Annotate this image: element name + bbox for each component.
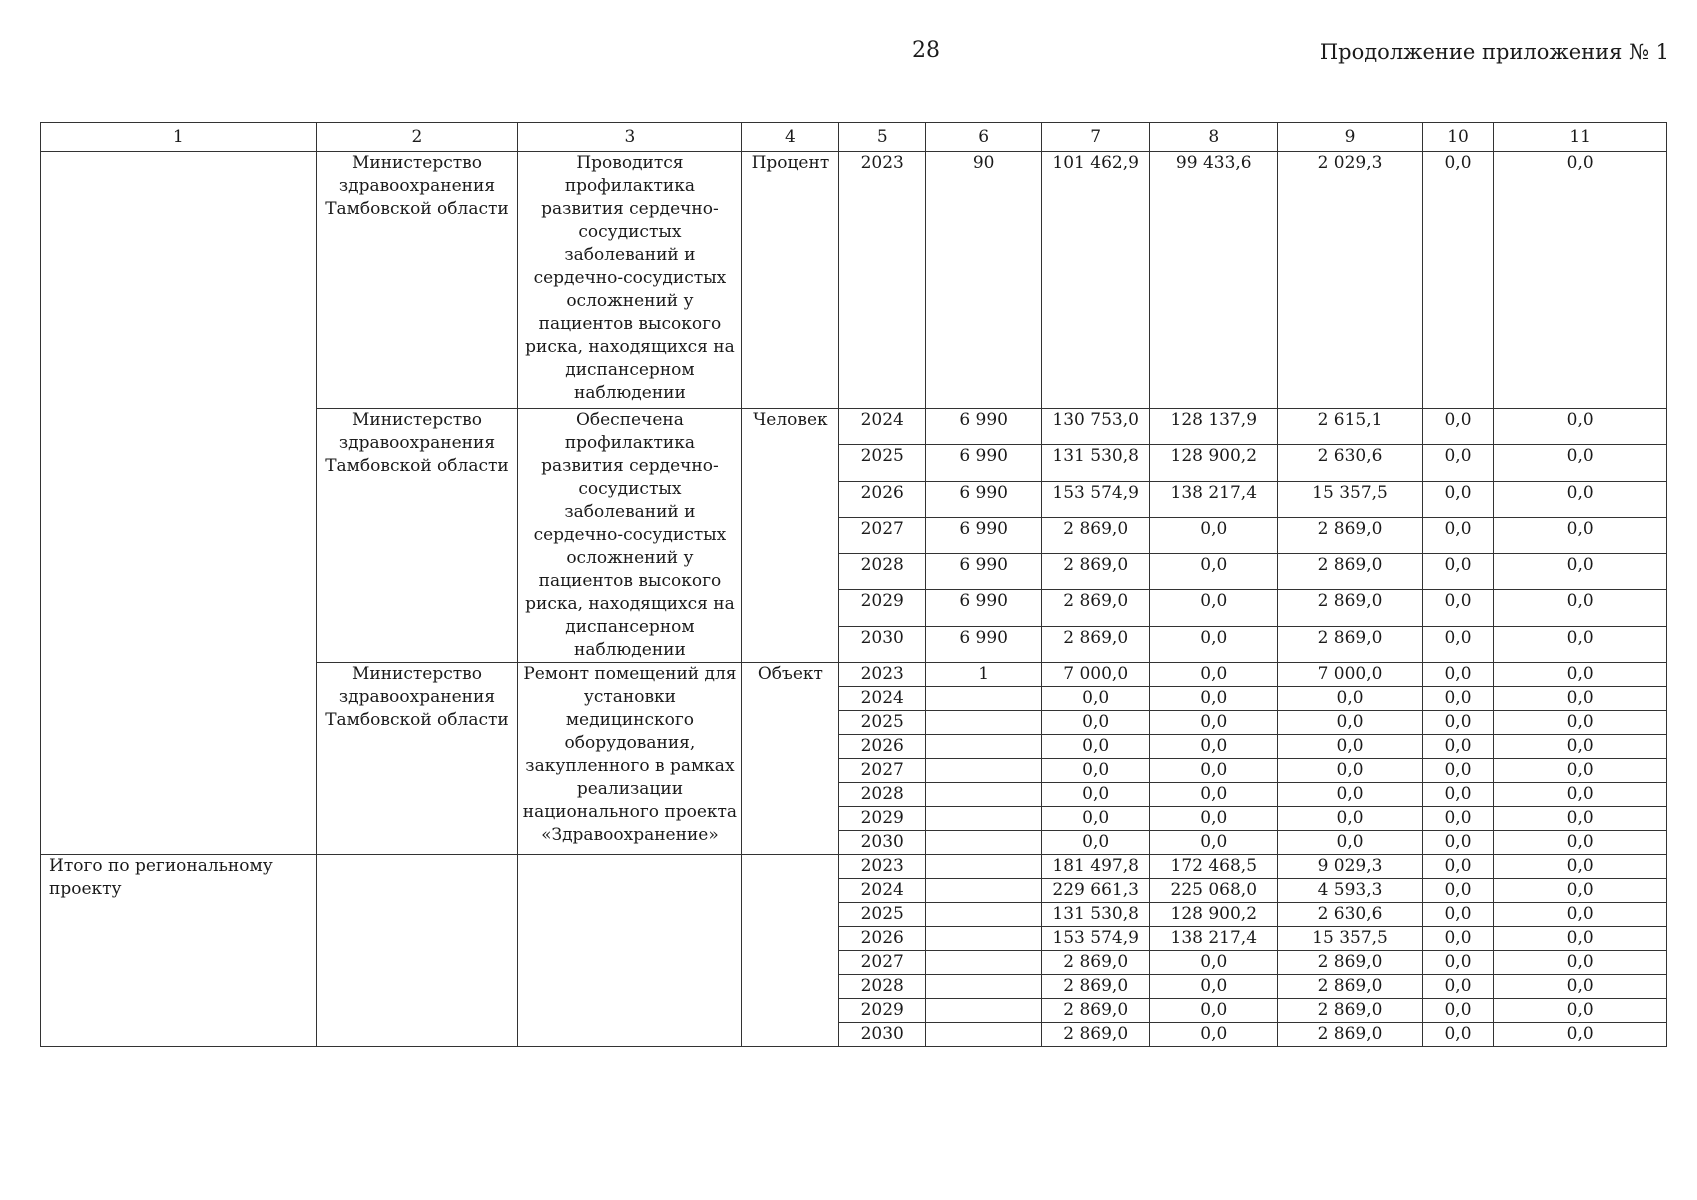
- other-funding-cell: 0,0: [1494, 879, 1667, 903]
- municipal-funding-cell: 0,0: [1422, 554, 1494, 590]
- other-funding-cell: 0,0: [1494, 663, 1667, 687]
- regional-funding-cell: 2 029,3: [1278, 152, 1422, 409]
- column-header-10: 10: [1422, 123, 1494, 152]
- other-funding-cell: 0,0: [1494, 759, 1667, 783]
- year-cell: 2029: [839, 590, 926, 626]
- other-funding-cell: 0,0: [1494, 590, 1667, 626]
- total-funding-cell: 131 530,8: [1042, 445, 1150, 481]
- other-funding-cell: 0,0: [1494, 951, 1667, 975]
- year-cell: 2024: [839, 409, 926, 445]
- federal-funding-cell: 0,0: [1150, 517, 1278, 553]
- federal-funding-cell: 99 433,6: [1150, 152, 1278, 409]
- other-funding-cell: 0,0: [1494, 409, 1667, 445]
- other-funding-cell: 0,0: [1494, 517, 1667, 553]
- indicator-value-cell: [926, 879, 1042, 903]
- total-funding-cell: 0,0: [1042, 735, 1150, 759]
- year-cell: 2024: [839, 687, 926, 711]
- indicator-value-cell: 6 990: [926, 590, 1042, 626]
- empty-cell: [742, 855, 839, 1047]
- indicator-value-cell: [926, 975, 1042, 999]
- regional-funding-cell: 2 869,0: [1278, 975, 1422, 999]
- municipal-funding-cell: 0,0: [1422, 903, 1494, 927]
- year-cell: 2025: [839, 903, 926, 927]
- responsible-cell: Министерство здравоохранения Тамбовской области: [316, 152, 518, 409]
- other-funding-cell: 0,0: [1494, 783, 1667, 807]
- indicator-value-cell: 90: [926, 152, 1042, 409]
- column-header-8: 8: [1150, 123, 1278, 152]
- year-cell: 2030: [839, 831, 926, 855]
- total-funding-cell: 131 530,8: [1042, 903, 1150, 927]
- responsible-cell: Министерство здравоохранения Тамбовской области: [316, 663, 518, 855]
- federal-funding-cell: 0,0: [1150, 663, 1278, 687]
- federal-funding-cell: 0,0: [1150, 807, 1278, 831]
- municipal-funding-cell: 0,0: [1422, 663, 1494, 687]
- total-funding-cell: 2 869,0: [1042, 554, 1150, 590]
- column-header-3: 3: [518, 123, 742, 152]
- column-header-4: 4: [742, 123, 839, 152]
- year-cell: 2028: [839, 975, 926, 999]
- regional-funding-cell: 2 615,1: [1278, 409, 1422, 445]
- other-funding-cell: 0,0: [1494, 807, 1667, 831]
- total-label-cell: Итого по региональному проекту: [41, 855, 317, 1047]
- year-cell: 2028: [839, 783, 926, 807]
- empty-cell: [316, 855, 518, 1047]
- municipal-funding-cell: 0,0: [1422, 783, 1494, 807]
- indicator-value-cell: [926, 759, 1042, 783]
- budget-table: [40, 122, 1667, 1047]
- year-cell: 2025: [839, 445, 926, 481]
- year-cell: 2023: [839, 152, 926, 409]
- municipal-funding-cell: 0,0: [1422, 807, 1494, 831]
- other-funding-cell: 0,0: [1494, 1023, 1667, 1047]
- column-header-9: 9: [1278, 123, 1422, 152]
- federal-funding-cell: 0,0: [1150, 711, 1278, 735]
- federal-funding-cell: 172 468,5: [1150, 855, 1278, 879]
- indicator-value-cell: [926, 807, 1042, 831]
- federal-funding-cell: 0,0: [1150, 590, 1278, 626]
- federal-funding-cell: 0,0: [1150, 951, 1278, 975]
- regional-funding-cell: 2 869,0: [1278, 951, 1422, 975]
- unit-cell: Процент: [742, 152, 839, 409]
- indicator-value-cell: [926, 831, 1042, 855]
- municipal-funding-cell: 0,0: [1422, 517, 1494, 553]
- federal-funding-cell: 0,0: [1150, 735, 1278, 759]
- municipal-funding-cell: 0,0: [1422, 999, 1494, 1023]
- indicator-value-cell: [926, 951, 1042, 975]
- federal-funding-cell: 0,0: [1150, 831, 1278, 855]
- year-cell: 2024: [839, 879, 926, 903]
- municipal-funding-cell: 0,0: [1422, 590, 1494, 626]
- municipal-funding-cell: 0,0: [1422, 152, 1494, 409]
- municipal-funding-cell: 0,0: [1422, 445, 1494, 481]
- total-funding-cell: 2 869,0: [1042, 999, 1150, 1023]
- regional-funding-cell: 15 357,5: [1278, 927, 1422, 951]
- municipal-funding-cell: 0,0: [1422, 975, 1494, 999]
- federal-funding-cell: 0,0: [1150, 1023, 1278, 1047]
- total-funding-cell: 7 000,0: [1042, 663, 1150, 687]
- total-funding-cell: 229 661,3: [1042, 879, 1150, 903]
- total-funding-cell: 181 497,8: [1042, 855, 1150, 879]
- indicator-value-cell: [926, 711, 1042, 735]
- federal-funding-cell: 0,0: [1150, 759, 1278, 783]
- municipal-funding-cell: 0,0: [1422, 951, 1494, 975]
- result-description-cell: Обеспечена профилактика развития сердечно-сосудистых заболеваний и сердечно-сосудистых осложнений у пациентов высокого риска, находящихся на диспансерном наблюдении: [518, 409, 742, 663]
- federal-funding-cell: 128 900,2: [1150, 903, 1278, 927]
- regional-funding-cell: 2 869,0: [1278, 626, 1422, 662]
- other-funding-cell: 0,0: [1494, 445, 1667, 481]
- result-description-cell: Ремонт помещений для установки медицинского оборудования, закупленного в рамках реализации национального проекта «Здравоохранение»: [518, 663, 742, 855]
- other-funding-cell: 0,0: [1494, 831, 1667, 855]
- federal-funding-cell: 128 137,9: [1150, 409, 1278, 445]
- regional-funding-cell: 2 869,0: [1278, 1023, 1422, 1047]
- federal-funding-cell: 0,0: [1150, 783, 1278, 807]
- total-funding-cell: 2 869,0: [1042, 1023, 1150, 1047]
- year-cell: 2026: [839, 481, 926, 517]
- total-funding-cell: 0,0: [1042, 759, 1150, 783]
- municipal-funding-cell: 0,0: [1422, 481, 1494, 517]
- total-funding-cell: 153 574,9: [1042, 927, 1150, 951]
- other-funding-cell: 0,0: [1494, 975, 1667, 999]
- regional-funding-cell: 2 869,0: [1278, 999, 1422, 1023]
- other-funding-cell: 0,0: [1494, 687, 1667, 711]
- total-funding-cell: 2 869,0: [1042, 590, 1150, 626]
- indicator-value-cell: 1: [926, 663, 1042, 687]
- federal-funding-cell: 138 217,4: [1150, 481, 1278, 517]
- regional-funding-cell: 0,0: [1278, 783, 1422, 807]
- regional-funding-cell: 0,0: [1278, 735, 1422, 759]
- column-header-2: 2: [316, 123, 518, 152]
- other-funding-cell: 0,0: [1494, 999, 1667, 1023]
- total-row: [41, 855, 1667, 879]
- empty-cell: [518, 855, 742, 1047]
- regional-funding-cell: 2 869,0: [1278, 554, 1422, 590]
- empty-cell: [41, 152, 317, 855]
- continuation-label: Продолжение приложения № 1: [1319, 40, 1669, 64]
- municipal-funding-cell: 0,0: [1422, 735, 1494, 759]
- municipal-funding-cell: 0,0: [1422, 879, 1494, 903]
- other-funding-cell: 0,0: [1494, 554, 1667, 590]
- federal-funding-cell: 128 900,2: [1150, 445, 1278, 481]
- federal-funding-cell: 0,0: [1150, 626, 1278, 662]
- table-header: [41, 123, 1667, 152]
- total-funding-cell: 2 869,0: [1042, 975, 1150, 999]
- total-funding-cell: 0,0: [1042, 687, 1150, 711]
- other-funding-cell: 0,0: [1494, 626, 1667, 662]
- other-funding-cell: 0,0: [1494, 927, 1667, 951]
- regional-funding-cell: 9 029,3: [1278, 855, 1422, 879]
- regional-funding-cell: 2 630,6: [1278, 903, 1422, 927]
- year-cell: 2028: [839, 554, 926, 590]
- responsible-cell: Министерство здравоохранения Тамбовской области: [316, 409, 518, 663]
- other-funding-cell: 0,0: [1494, 855, 1667, 879]
- total-funding-cell: 101 462,9: [1042, 152, 1150, 409]
- result-description-cell: Проводится профилактика развития сердечно-сосудистых заболеваний и сердечно-сосудистых осложнений у пациентов высокого риска, находящихся на диспансерном наблюдении: [518, 152, 742, 409]
- unit-cell: Человек: [742, 409, 839, 663]
- year-cell: 2030: [839, 626, 926, 662]
- other-funding-cell: 0,0: [1494, 735, 1667, 759]
- year-cell: 2023: [839, 855, 926, 879]
- municipal-funding-cell: 0,0: [1422, 687, 1494, 711]
- federal-funding-cell: 0,0: [1150, 999, 1278, 1023]
- indicator-value-cell: 6 990: [926, 517, 1042, 553]
- indicator-value-cell: [926, 1023, 1042, 1047]
- municipal-funding-cell: 0,0: [1422, 831, 1494, 855]
- municipal-funding-cell: 0,0: [1422, 409, 1494, 445]
- federal-funding-cell: 0,0: [1150, 687, 1278, 711]
- regional-funding-cell: 0,0: [1278, 831, 1422, 855]
- indicator-value-cell: 6 990: [926, 409, 1042, 445]
- indicator-value-cell: 6 990: [926, 481, 1042, 517]
- regional-funding-cell: 15 357,5: [1278, 481, 1422, 517]
- total-funding-cell: 0,0: [1042, 711, 1150, 735]
- federal-funding-cell: 0,0: [1150, 554, 1278, 590]
- year-cell: 2025: [839, 711, 926, 735]
- municipal-funding-cell: 0,0: [1422, 855, 1494, 879]
- total-funding-cell: 2 869,0: [1042, 951, 1150, 975]
- federal-funding-cell: 138 217,4: [1150, 927, 1278, 951]
- regional-funding-cell: 2 630,6: [1278, 445, 1422, 481]
- municipal-funding-cell: 0,0: [1422, 626, 1494, 662]
- regional-funding-cell: 4 593,3: [1278, 879, 1422, 903]
- total-funding-cell: 0,0: [1042, 807, 1150, 831]
- municipal-funding-cell: 0,0: [1422, 927, 1494, 951]
- year-cell: 2023: [839, 663, 926, 687]
- column-header-6: 6: [926, 123, 1042, 152]
- page-number: 28: [912, 38, 940, 63]
- column-header-7: 7: [1042, 123, 1150, 152]
- regional-funding-cell: 2 869,0: [1278, 590, 1422, 626]
- indicator-value-cell: [926, 927, 1042, 951]
- indicator-value-cell: 6 990: [926, 445, 1042, 481]
- column-header-1: 1: [41, 123, 317, 152]
- federal-funding-cell: 0,0: [1150, 975, 1278, 999]
- total-funding-cell: 153 574,9: [1042, 481, 1150, 517]
- table-row: [41, 152, 1667, 409]
- regional-funding-cell: 0,0: [1278, 759, 1422, 783]
- regional-funding-cell: 7 000,0: [1278, 663, 1422, 687]
- total-funding-cell: 0,0: [1042, 831, 1150, 855]
- year-cell: 2026: [839, 735, 926, 759]
- year-cell: 2030: [839, 1023, 926, 1047]
- table-body: [41, 152, 1667, 1047]
- unit-cell: Объект: [742, 663, 839, 855]
- year-cell: 2026: [839, 927, 926, 951]
- indicator-value-cell: [926, 687, 1042, 711]
- year-cell: 2027: [839, 517, 926, 553]
- municipal-funding-cell: 0,0: [1422, 711, 1494, 735]
- municipal-funding-cell: 0,0: [1422, 1023, 1494, 1047]
- regional-funding-cell: 0,0: [1278, 711, 1422, 735]
- total-funding-cell: 2 869,0: [1042, 517, 1150, 553]
- indicator-value-cell: [926, 903, 1042, 927]
- other-funding-cell: 0,0: [1494, 481, 1667, 517]
- year-cell: 2029: [839, 999, 926, 1023]
- regional-funding-cell: 0,0: [1278, 687, 1422, 711]
- indicator-value-cell: [926, 735, 1042, 759]
- regional-funding-cell: 2 869,0: [1278, 517, 1422, 553]
- regional-funding-cell: 0,0: [1278, 807, 1422, 831]
- indicator-value-cell: [926, 855, 1042, 879]
- municipal-funding-cell: 0,0: [1422, 759, 1494, 783]
- other-funding-cell: 0,0: [1494, 903, 1667, 927]
- total-funding-cell: 130 753,0: [1042, 409, 1150, 445]
- other-funding-cell: 0,0: [1494, 152, 1667, 409]
- indicator-value-cell: [926, 783, 1042, 807]
- indicator-value-cell: 6 990: [926, 554, 1042, 590]
- other-funding-cell: 0,0: [1494, 711, 1667, 735]
- total-funding-cell: 0,0: [1042, 783, 1150, 807]
- indicator-value-cell: 6 990: [926, 626, 1042, 662]
- year-cell: 2027: [839, 759, 926, 783]
- indicator-value-cell: [926, 999, 1042, 1023]
- total-funding-cell: 2 869,0: [1042, 626, 1150, 662]
- federal-funding-cell: 225 068,0: [1150, 879, 1278, 903]
- column-header-5: 5: [839, 123, 926, 152]
- column-header-11: 11: [1494, 123, 1667, 152]
- year-cell: 2029: [839, 807, 926, 831]
- year-cell: 2027: [839, 951, 926, 975]
